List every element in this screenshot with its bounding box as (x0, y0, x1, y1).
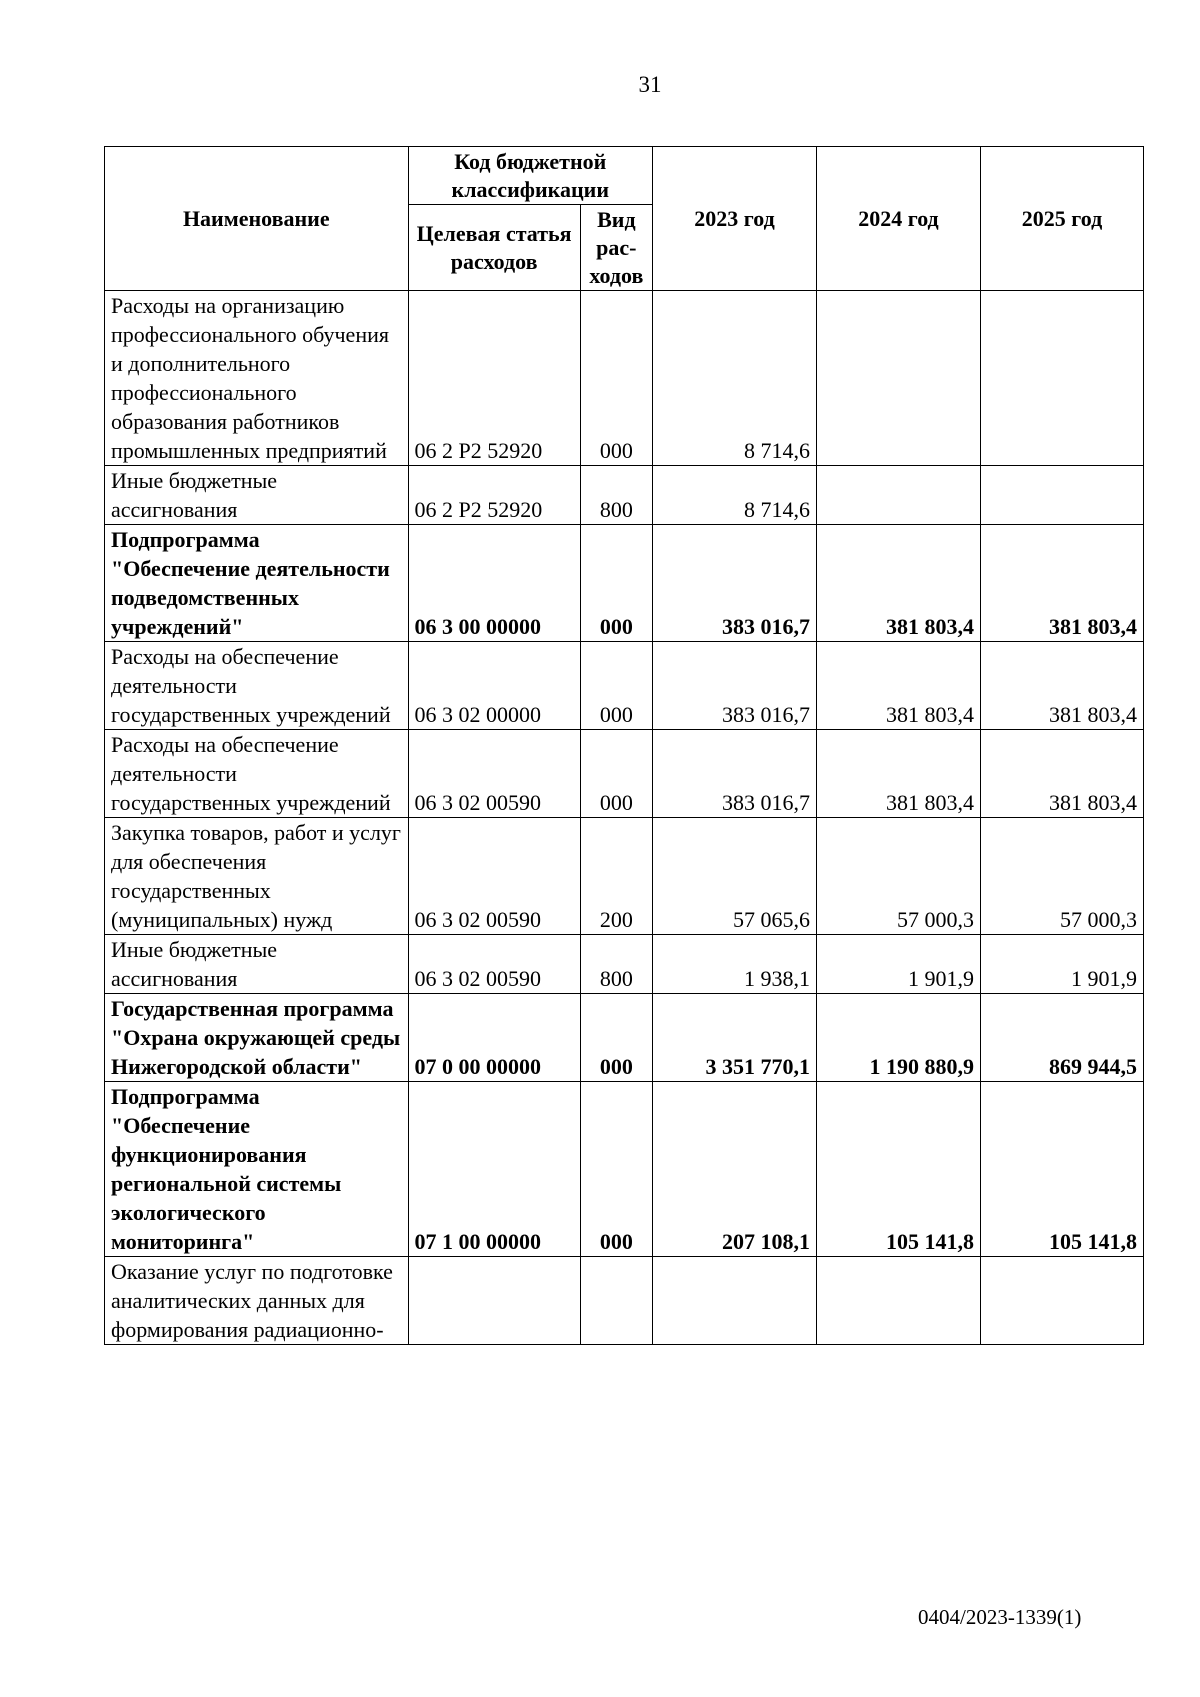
header-target-article: Целевая статья расходов (408, 205, 580, 291)
table-row (105, 994, 1144, 1082)
row-expense-type: 000 (580, 994, 652, 1082)
header-year-2025: 2025 год (980, 147, 1143, 291)
row-value-2025: 105 141,8 (980, 1082, 1143, 1257)
row-code: 06 3 02 00590 (408, 730, 580, 818)
row-value-2025: 381 803,4 (980, 642, 1143, 730)
row-name: Подпрограмма "Обеспечение функционирования региональной системы экологического мониторинга" (105, 1082, 409, 1257)
row-value-2024: 381 803,4 (816, 525, 980, 642)
row-value-2023 (653, 1257, 817, 1345)
row-value-2025: 381 803,4 (980, 525, 1143, 642)
row-value-2023: 8 714,6 (653, 466, 817, 525)
table-row (105, 818, 1144, 935)
row-value-2024: 1 901,9 (816, 935, 980, 994)
row-value-2024: 1 190 880,9 (816, 994, 980, 1082)
row-value-2025 (980, 466, 1143, 525)
row-value-2023: 207 108,1 (653, 1082, 817, 1257)
row-value-2024: 381 803,4 (816, 642, 980, 730)
row-expense-type: 000 (580, 642, 652, 730)
row-code (408, 1257, 580, 1345)
row-value-2025 (980, 291, 1143, 466)
document-id: 0404/2023-1339(1) (918, 1605, 1082, 1629)
row-code: 07 1 00 00000 (408, 1082, 580, 1257)
row-value-2024 (816, 1257, 980, 1345)
header-year-2024: 2024 год (816, 147, 980, 291)
row-value-2024 (816, 291, 980, 466)
row-code: 06 3 02 00000 (408, 642, 580, 730)
row-code: 06 3 00 00000 (408, 525, 580, 642)
row-value-2023: 8 714,6 (653, 291, 817, 466)
row-value-2024: 381 803,4 (816, 730, 980, 818)
row-name: Расходы на обеспечение деятельности государственных учреждений (105, 642, 409, 730)
row-expense-type (580, 1257, 652, 1345)
row-expense-type: 000 (580, 291, 652, 466)
row-expense-type: 000 (580, 525, 652, 642)
budget-table (104, 146, 1144, 1345)
row-value-2023: 1 938,1 (653, 935, 817, 994)
row-name: Иные бюджетные ассигнования (105, 466, 409, 525)
table-row (105, 1082, 1144, 1257)
row-expense-type: 800 (580, 935, 652, 994)
row-name: Оказание услуг по подготовке аналитических данных для формирования радиационно- (105, 1257, 409, 1345)
row-expense-type: 000 (580, 730, 652, 818)
header-expense-type: Вид рас-ходов (580, 205, 652, 291)
row-name: Подпрограмма "Обеспечение деятельности подведомственных учреждений" (105, 525, 409, 642)
row-value-2023: 383 016,7 (653, 525, 817, 642)
row-name: Иные бюджетные ассигнования (105, 935, 409, 994)
row-value-2025 (980, 1257, 1143, 1345)
row-value-2023: 3 351 770,1 (653, 994, 817, 1082)
row-value-2025: 869 944,5 (980, 994, 1143, 1082)
row-code: 06 2 P2 52920 (408, 291, 580, 466)
row-value-2025: 381 803,4 (980, 730, 1143, 818)
row-value-2025: 1 901,9 (980, 935, 1143, 994)
row-name: Расходы на обеспечение деятельности государственных учреждений (105, 730, 409, 818)
row-name: Расходы на организацию профессионального обучения и дополнительного профессионального образования работников промышленных предприятий (105, 291, 409, 466)
row-code: 07 0 00 00000 (408, 994, 580, 1082)
header-code-group: Код бюджетной классификации (408, 147, 652, 205)
header-year-2023: 2023 год (653, 147, 817, 291)
table-row (105, 466, 1144, 525)
table-row (105, 1257, 1144, 1345)
table-row (105, 730, 1144, 818)
row-value-2023: 383 016,7 (653, 642, 817, 730)
table-row (105, 525, 1144, 642)
row-expense-type: 200 (580, 818, 652, 935)
row-code: 06 2 P2 52920 (408, 466, 580, 525)
row-value-2024 (816, 466, 980, 525)
table-row (105, 291, 1144, 466)
row-name: Государственная программа "Охрана окружающей среды Нижегородской области" (105, 994, 409, 1082)
table-row (105, 642, 1144, 730)
row-value-2024: 57 000,3 (816, 818, 980, 935)
row-value-2023: 57 065,6 (653, 818, 817, 935)
page-number: 31 (638, 72, 662, 97)
table-row (105, 935, 1144, 994)
row-expense-type: 800 (580, 466, 652, 525)
header-name: Наименование (105, 147, 409, 291)
row-expense-type: 000 (580, 1082, 652, 1257)
row-code: 06 3 02 00590 (408, 935, 580, 994)
row-value-2025: 57 000,3 (980, 818, 1143, 935)
row-value-2023: 383 016,7 (653, 730, 817, 818)
row-code: 06 3 02 00590 (408, 818, 580, 935)
row-name: Закупка товаров, работ и услуг для обеспечения государственных (муниципальных) нужд (105, 818, 409, 935)
row-value-2024: 105 141,8 (816, 1082, 980, 1257)
